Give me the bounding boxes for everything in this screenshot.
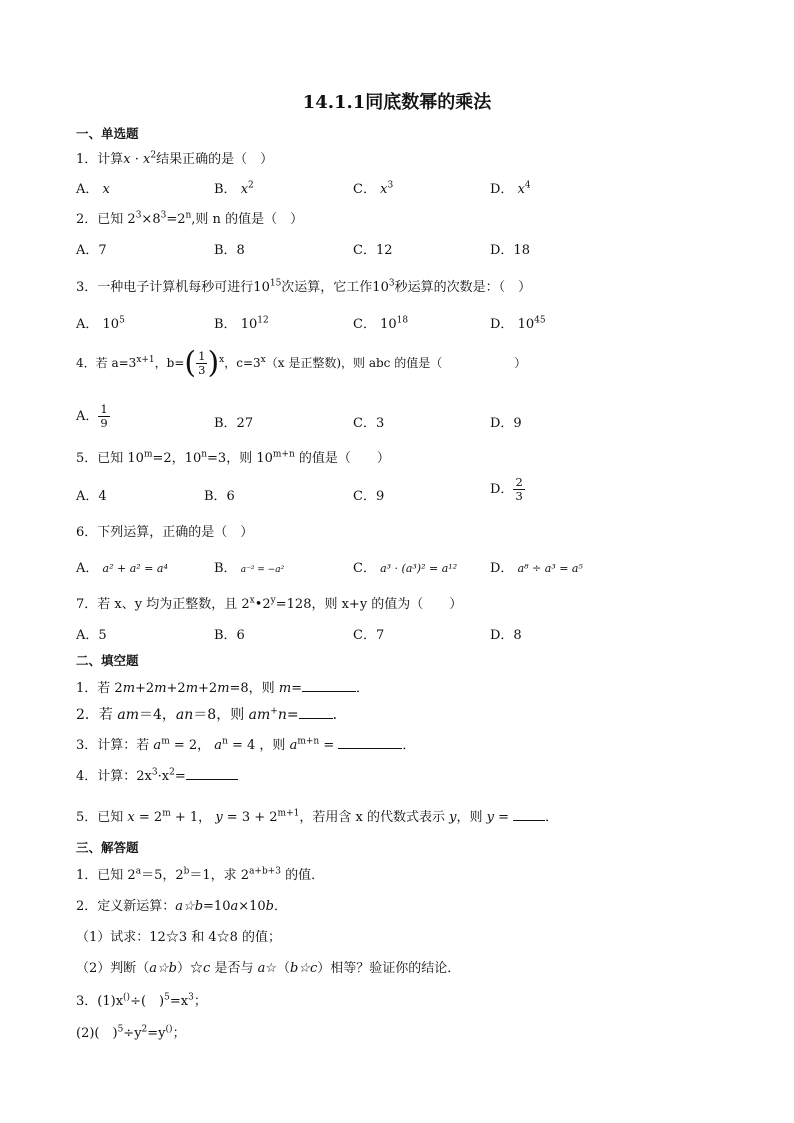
- fill-blank-5[interactable]: [513, 808, 545, 821]
- fill-blank-1[interactable]: [302, 679, 356, 692]
- q4-option-c[interactable]: C．3: [353, 416, 385, 431]
- question-4: 4．若 $a=3^{x+1}$，b=( $\frac{1}{3}$ )$^x$，$c=3^x(x$ 是正整数)，则 abc 的值是（ ）: [76, 345, 527, 381]
- q4-option-a[interactable]: A． $\frac{1}{9}$: [76, 402, 108, 430]
- q3-option-b[interactable]: B． $10^{12}$: [214, 315, 269, 332]
- q2-option-b[interactable]: B．8: [214, 243, 245, 258]
- question-3: 3．一种电子计算机每秒可进行$10^{15}$次运算，它工作$10^3$秒运算的次数是：（ ）: [76, 278, 532, 295]
- q5-option-d[interactable]: D． $\frac{2}{3}$: [490, 475, 523, 503]
- q7-option-d[interactable]: D．8: [490, 628, 522, 643]
- page-title: 14.1.1同底数幂的乘法: [302, 92, 492, 113]
- q4-option-b[interactable]: B．27: [214, 416, 254, 431]
- q7-option-c[interactable]: C．7: [353, 628, 385, 643]
- q2-option-a[interactable]: A．7: [76, 243, 107, 258]
- q2-option-d[interactable]: D．18: [490, 243, 530, 258]
- solve-question-1: 1．已知 $2^a=5$，$2^b=1$，求 $2^{a+b+3}$ 的值．: [76, 866, 325, 883]
- q3-option-c[interactable]: C． $10^{18}$: [353, 315, 409, 332]
- q1-option-a[interactable]: A． x: [76, 182, 110, 197]
- question-2: 2．已知 $2^3\times 8^3=2^n$,则 n 的值是（ ）: [76, 210, 304, 227]
- q6-option-b[interactable]: B． a⁻² = −a²: [214, 561, 285, 576]
- fill-question-2: 2．若 am＝4，an＝8，则 am+n= ．: [76, 706, 347, 723]
- q3-option-d[interactable]: D． $10^{45}$: [490, 315, 546, 332]
- q1-option-d[interactable]: D． $x^4$: [490, 180, 531, 197]
- solve-question-2-part-1: （1）试求：12☆3 和 4☆8 的值；: [76, 930, 282, 945]
- question-6: 6．下列运算，正确的是（ ）: [76, 525, 254, 540]
- question-5: 5．已知 $10^m=2$，$10^n=3$，则 $10^{m+n}$ 的值是（ ）: [76, 449, 390, 466]
- solve-question-2: 2．定义新运算：a☆b=10a×10b．: [76, 899, 288, 914]
- q1-option-b[interactable]: B． $x^2$: [214, 180, 254, 197]
- q2-option-c[interactable]: C．12: [353, 243, 393, 258]
- fill-question-5: 5．已知 $x = 2^m + 1$， $y = 3 + 2^{m+1}$，若用含 x 的代数式表示 y，则 y = ．: [76, 808, 559, 825]
- section-heading-solve: 三、解答题: [76, 840, 139, 855]
- fill-blank-2[interactable]: [299, 706, 333, 719]
- q1-option-c[interactable]: C． $x^3$: [353, 180, 394, 197]
- solve-question-2-part-2: （2）判断（a☆b）☆c 是否与 a☆（b☆c）相等？验证你的结论．: [76, 961, 461, 976]
- fraction-one-third: $\frac{1}{3}$: [198, 349, 206, 377]
- q6-option-c[interactable]: C． a³ · (a³)² = a¹²: [353, 561, 458, 576]
- fill-blank-4[interactable]: [186, 767, 238, 780]
- fill-blank-3[interactable]: [338, 736, 402, 749]
- section-heading-fill-in: 二、填空题: [76, 653, 139, 668]
- q4-option-d[interactable]: D．9: [490, 416, 522, 431]
- fill-question-3: 3．计算：若 $a^m = 2$， $a^n = 4$ ，则 $a^{m+n}$ = ．: [76, 736, 416, 753]
- solve-question-3-part-2: (2)( )$^5\div y^2=y^{()}$；: [76, 1024, 186, 1041]
- fill-question-1: 1．若 2m+2m+2m+2m=8，则 m= ．: [76, 681, 370, 696]
- q5-option-a[interactable]: A．4: [76, 489, 107, 504]
- solve-question-3: 3．(1)x()÷( )$^5=x^3$；: [76, 992, 207, 1009]
- question-7: 7．若 x、y 均为正整数，且 $2^x•2^y=128$，则 x+y 的值为（ ）: [76, 595, 463, 612]
- q5-option-c[interactable]: C．9: [353, 489, 385, 504]
- q6-option-a[interactable]: A． a² + a² = a⁴: [76, 561, 168, 576]
- q7-option-a[interactable]: A．5: [76, 628, 107, 643]
- q3-option-a[interactable]: A． $10^5$: [76, 315, 125, 332]
- q7-option-b[interactable]: B．6: [214, 628, 245, 643]
- section-heading-single-choice: 一、单选题: [76, 126, 139, 141]
- q6-option-d[interactable]: D． a⁸ ÷ a³ = a⁵: [490, 561, 583, 576]
- q5-option-b[interactable]: B．6: [204, 489, 235, 504]
- question-1: 1．计算$x \cdot x^2$结果正确的是（ ）: [76, 150, 274, 167]
- fill-question-4: 4．计算：$2x^3\cdot x^2=$: [76, 765, 238, 784]
